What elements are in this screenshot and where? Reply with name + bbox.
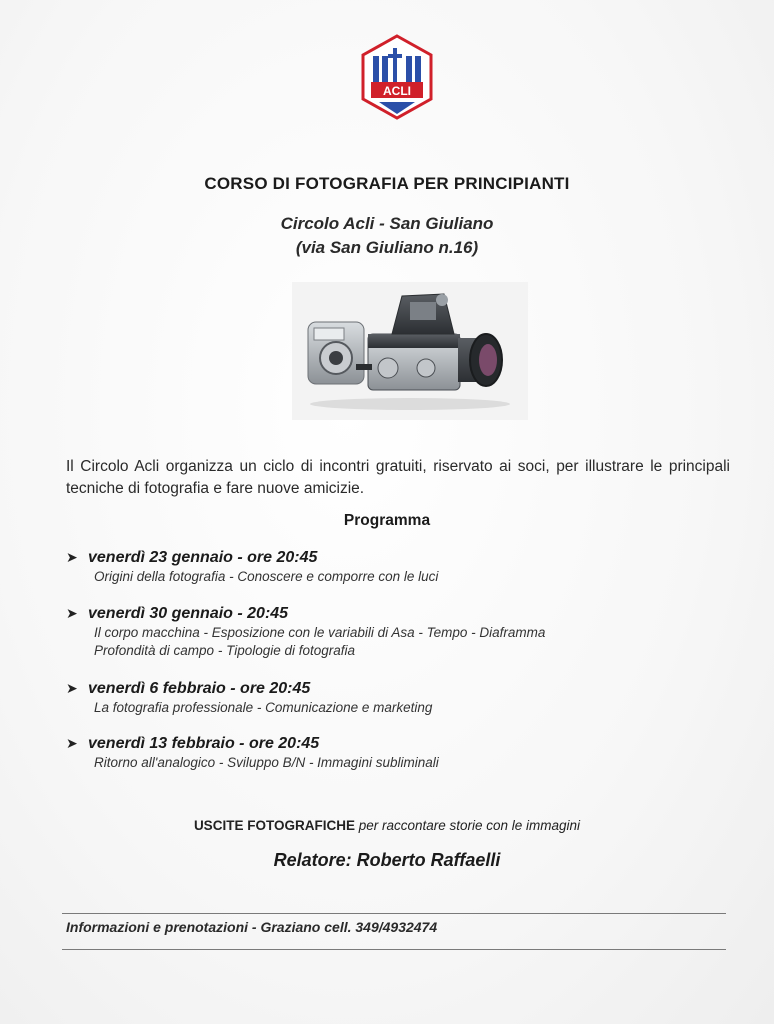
divider-bottom xyxy=(62,949,726,950)
arrowhead-bullet-icon: ➤ xyxy=(66,605,78,621)
svg-text:ACLI: ACLI xyxy=(383,84,411,98)
acli-logo xyxy=(360,34,434,120)
photo-outings-note: USCITE FOTOGRAFICHE per raccontare storie con le immagini xyxy=(193,818,581,833)
program-item xyxy=(66,547,706,586)
program-item-topic: La fotografia professionale - Comunicazione e marketing xyxy=(94,700,433,715)
speaker: Relatore: Roberto Raffaelli xyxy=(273,850,501,870)
arrowhead-bullet-icon: ➤ xyxy=(66,680,78,696)
program-item-topic: Origini della fotografia - Conoscere e comporre con le luci xyxy=(94,569,439,584)
program-item-date: venerdì 30 gennaio - 20:45 xyxy=(88,605,289,622)
medium-format-camera-icon xyxy=(292,282,528,420)
program-item-date: venerdì 23 gennaio - ore 20:45 xyxy=(88,549,318,566)
venue-address: (via San Giuliano n.16) xyxy=(295,238,479,257)
arrowhead-bullet-icon: ➤ xyxy=(66,735,78,751)
program-item-topic: Il corpo macchina - Esposizione con le variabili di Asa - Tempo - Diaframma xyxy=(94,625,546,640)
program-item xyxy=(66,603,706,660)
program-item-topic: Ritorno all'analogico - Sviluppo B/N - Immagini subliminali xyxy=(94,755,439,770)
program-item xyxy=(66,678,706,717)
intro-paragraph: Il Circolo Acli organizza un ciclo di incontri gratuiti, riservato ai soci, per illustrare le principali tecniche di fotografia e fare nuove amicizie. xyxy=(66,458,730,497)
program-item-date: venerdì 13 febbraio - ore 20:45 xyxy=(88,735,320,752)
divider-top xyxy=(62,913,726,914)
contact-info: Informazioni e prenotazioni - Graziano cell. 349/4932474 xyxy=(66,919,438,935)
venue-name: Circolo Acli - San Giuliano xyxy=(280,214,494,233)
course-title: CORSO DI FOTOGRAFIA PER PRINCIPIANTI xyxy=(204,174,570,193)
program-item-date: venerdì 6 febbraio - ore 20:45 xyxy=(88,680,311,697)
program-item xyxy=(66,733,706,772)
program-item-topic: Profondità di campo - Tipologie di fotografia xyxy=(94,643,356,658)
program-heading: Programma xyxy=(343,512,431,529)
arrowhead-bullet-icon: ➤ xyxy=(66,549,78,565)
